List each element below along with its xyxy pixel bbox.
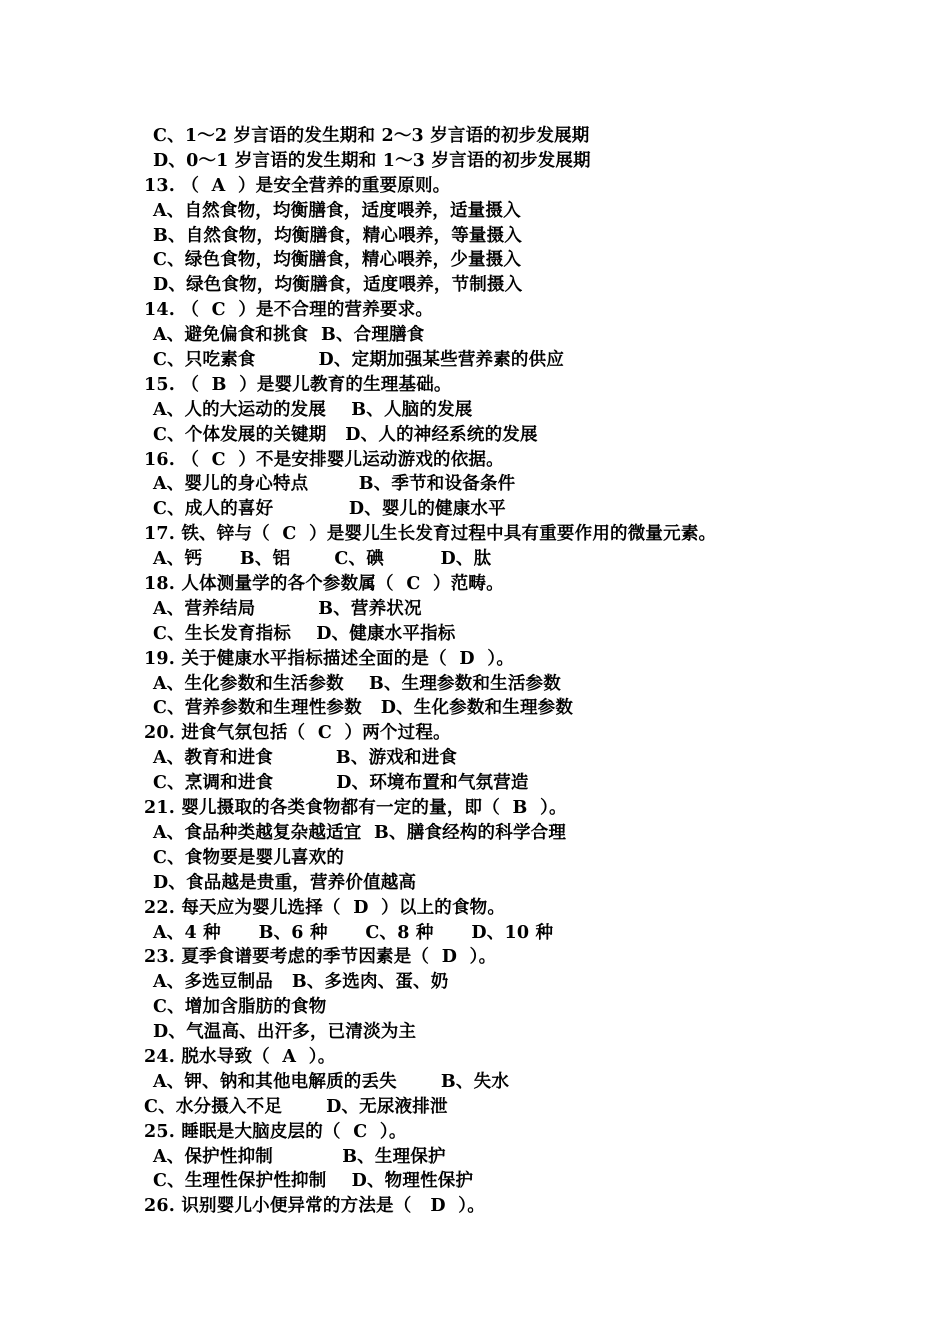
option-line: A、钙 B、铝 C、碘 D、肽 <box>153 549 492 570</box>
option-line: C、增加含脂肪的食物 <box>153 997 327 1018</box>
option-line: D、气温高、出汗多，已清淡为主 <box>153 1022 417 1043</box>
option-line: C、水分摄入不足 D、无尿液排泄 <box>144 1096 448 1117</box>
option-line: C、营养参数和生理性参数 D、生化参数和生理参数 <box>153 698 574 719</box>
option-line: A、自然食物，均衡膳食，适度喂养，适量摄入 <box>153 200 521 221</box>
question-line: 14. （ C ）是不合理的营养要求。 <box>144 300 434 321</box>
question-line: 18. 人体测量学的各个参数属（ C ）范畴。 <box>144 574 504 595</box>
option-line: D、0～1 岁言语的发生期和 1～3 岁言语的初步发展期 <box>153 150 591 171</box>
question-line: 26. 识别婴儿小便异常的方法是（ D ）。 <box>144 1196 485 1217</box>
question-line: 13. （ A ）是安全营养的重要原则。 <box>144 175 451 196</box>
option-line: D、绿色食物，均衡膳食，适度喂养，节制摄入 <box>153 275 523 296</box>
question-line: 25. 睡眠是大脑皮层的（ C ）。 <box>144 1121 407 1142</box>
question-line: 20. 进食气氛包括（ C ）两个过程。 <box>144 723 451 744</box>
option-line: C、成人的喜好 D、婴儿的健康水平 <box>153 499 506 520</box>
question-line: 24. 脱水导致（ A ）。 <box>144 1046 336 1067</box>
option-line: C、生理性保护性抑制 D、物理性保护 <box>153 1171 474 1192</box>
option-line: A、避免偏食和挑食 B、合理膳食 <box>153 325 425 346</box>
option-line: C、绿色食物，均衡膳食，精心喂养，少量摄入 <box>153 250 522 271</box>
option-line: A、食品种类越复杂越适宜 B、膳食经构的科学合理 <box>153 822 567 843</box>
option-line: C、食物要是婴儿喜欢的 <box>153 847 345 868</box>
question-line: 21. 婴儿摄取的各类食物都有一定的量，即（ B ）。 <box>144 798 567 819</box>
question-line: 23. 夏季食谱要考虑的季节因素是（ D ）。 <box>144 947 497 968</box>
option-line: D、食品越是贵重，营养价值越高 <box>153 872 417 893</box>
option-line: A、生化参数和生活参数 B、生理参数和生活参数 <box>153 673 561 694</box>
option-line: A、钾、钠和其他电解质的丢失 B、失水 <box>153 1071 510 1092</box>
question-line: 17. 铁、锌与（ C ）是婴儿生长发育过程中具有重要作用的微量元素。 <box>144 524 717 545</box>
option-line: C、生长发育指标 D、健康水平指标 <box>153 623 456 644</box>
question-line: 15. （ B ）是婴儿教育的生理基础。 <box>144 374 452 395</box>
question-line: 16. （ C ）不是安排婴儿运动游戏的依据。 <box>144 449 504 470</box>
option-line: C、只吃素食 D、定期加强某些营养素的供应 <box>153 350 565 371</box>
option-line: A、婴儿的身心特点 B、季节和设备条件 <box>153 474 516 495</box>
option-line: A、保护性抑制 B、生理保护 <box>153 1146 446 1167</box>
question-list <box>0 124 950 1219</box>
option-line: A、教育和进食 B、游戏和进食 <box>153 748 458 769</box>
question-line: 19. 关于健康水平指标描述全面的是（ D ）。 <box>144 648 515 669</box>
option-line: A、人的大运动的发展 B、人脑的发展 <box>153 399 473 420</box>
option-line: B、自然食物，均衡膳食，精心喂养，等量摄入 <box>153 225 522 246</box>
question-line: 22. 每天应为婴儿选择（ D ）以上的食物。 <box>144 897 506 918</box>
option-line: C、1～2 岁言语的发生期和 2～3 岁言语的初步发展期 <box>153 126 590 146</box>
option-line: A、多选豆制品 B、多选肉、蛋、奶 <box>153 972 449 993</box>
option-line: C、个体发展的关键期 D、人的神经系统的发展 <box>153 424 538 445</box>
option-line: C、烹调和进食 D、环境布置和气氛营造 <box>153 773 529 794</box>
option-line: A、营养结局 B、营养状况 <box>153 598 422 619</box>
option-line: A、4 种 B、6 种 C、8 种 D、10 种 <box>153 922 554 943</box>
